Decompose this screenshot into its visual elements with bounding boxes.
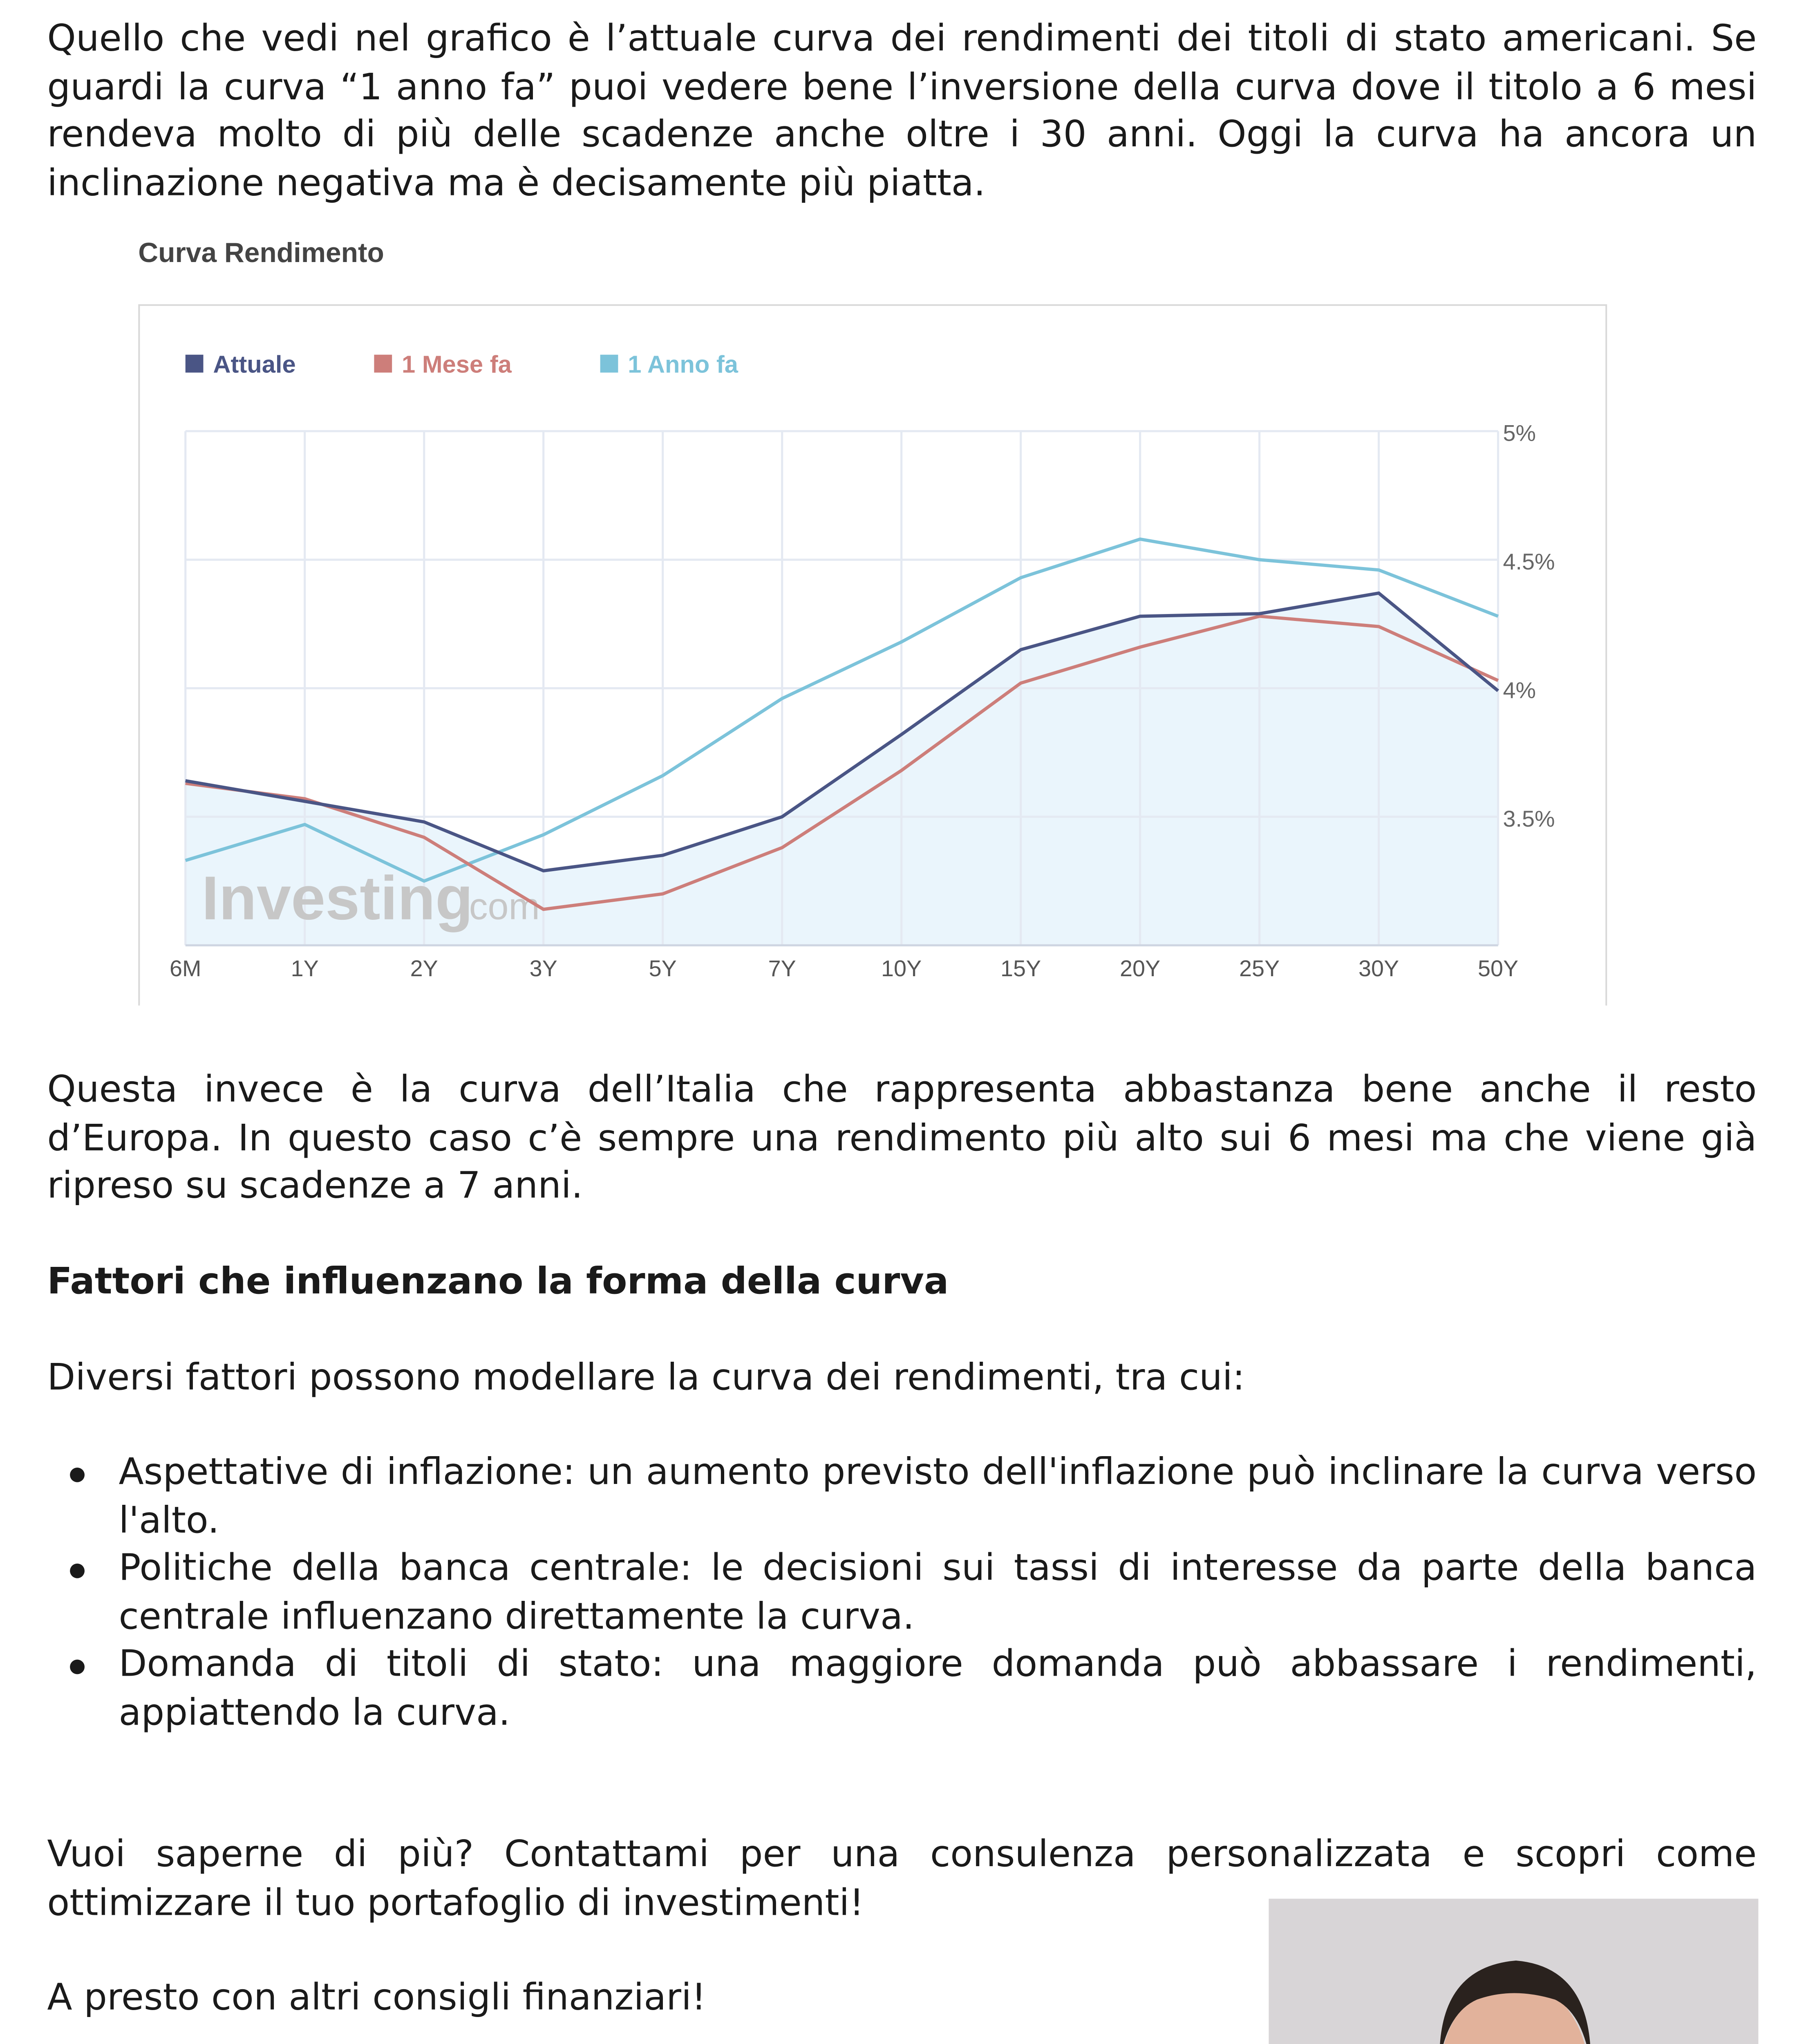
list-item: Politiche della banca centrale: le decisioni sui tassi di interesse da parte della banca centrale influenzano direttamente la curva. [119, 1546, 1757, 1642]
watermark-text: Investing [201, 863, 473, 933]
factors-heading: Fattori che influenzano la forma della curva [47, 1261, 949, 1303]
factors-list [47, 1450, 1757, 1737]
chart-svg [140, 306, 1609, 1005]
bullet-dot [70, 1564, 85, 1578]
x-tick-label: 15Y [1000, 956, 1041, 981]
x-tick-label: 30Y [1358, 956, 1399, 981]
legend-swatch [186, 355, 204, 373]
chart-title: Curva Rendimento [138, 238, 384, 269]
x-tick-label: 20Y [1120, 956, 1161, 981]
x-tick-label: 5Y [649, 956, 677, 981]
x-tick-label: 3Y [529, 956, 557, 981]
italy-paragraph: Questa invece è la curva dell’Italia che rappresenta abbastanza bene anche il resto d’Europa. In questo caso c’è sempre una rendimento più alto sui 6 mesi ma che viene già ripreso su scadenze a 7 anni. [47, 1069, 1757, 1208]
yield-curve-chart [137, 234, 1617, 1006]
x-tick-label: 6M [170, 956, 201, 981]
watermark-suffix: .com [459, 885, 540, 928]
x-tick-label: 10Y [881, 956, 922, 981]
legend-swatch [374, 355, 392, 373]
y-tick-label: 5% [1503, 420, 1536, 446]
closing-paragraph: A presto con altri consigli finanziari! [47, 1977, 706, 2019]
x-tick-label: 7Y [768, 956, 796, 981]
legend-swatch [600, 355, 618, 373]
legend-label: 1 Anno fa [628, 350, 738, 378]
x-tick-label: 2Y [410, 956, 438, 981]
legend-label: Attuale [213, 350, 296, 378]
bullet-dot [70, 1468, 85, 1482]
portrait-photo [1269, 1899, 1758, 2044]
factors-intro: Diversi fattori possono modellare la curva dei rendimenti, tra cui: [47, 1357, 1245, 1399]
x-tick-label: 25Y [1239, 956, 1280, 981]
intro-paragraph: Quello che vedi nel grafico è l’attuale curva dei rendimenti dei titoli di stato americani. Se guardi la curva “1 anno fa” puoi vedere bene l’inversione della curva dove il titolo a 6 mesi rendeva molto di più delle scadenze anche oltre i 30 anni. Oggi la curva ha ancora un inclinazione negativa ma è decisamente più piatta. [47, 18, 1757, 204]
portrait-illustration [1269, 1899, 1758, 2044]
list-item: Domanda di titoli di stato: una maggiore domanda può abbassare i rendimenti, appiattendo la curva. [119, 1642, 1757, 1738]
list-item: Aspettative di inflazione: un aumento previsto dell'inflazione può inclinare la curva verso l'alto. [119, 1450, 1757, 1546]
chart-frame [138, 304, 1607, 1005]
x-tick-label: 50Y [1478, 956, 1519, 981]
cta-paragraph: Vuoi saperne di più? Contattami per una consulenza personalizzata e scopri come ottimizzare il tuo portafoglio di investimenti! [47, 1833, 1757, 1924]
legend-label: 1 Mese fa [402, 350, 512, 378]
x-tick-label: 1Y [291, 956, 319, 981]
y-tick-label: 4.5% [1503, 549, 1555, 574]
y-tick-label: 4% [1503, 677, 1536, 703]
y-tick-label: 3.5% [1503, 806, 1555, 831]
bullet-dot [70, 1660, 85, 1674]
